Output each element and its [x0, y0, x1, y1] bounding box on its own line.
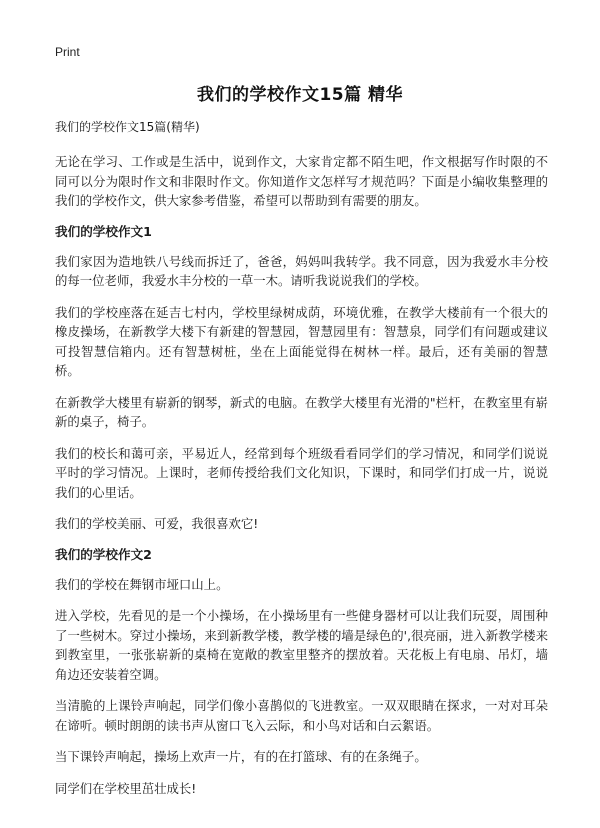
- essay-heading-2: 我们的学校作文2: [55, 546, 152, 562]
- essay-1-paragraph: 我们家因为造地铁八号线而拆迁了，爸爸，妈妈叫我转学。我不同意，因为我爱水丰分校的每一位老师，我爱水丰分校的一草一木。请听我说说我们的学校。: [55, 253, 548, 288]
- essay-1-paragraph: 在新教学大楼里有崭新的钢琴，新式的电脑。在教学大楼里有光滑的"栏杆，在教室里有崭新的桌子，椅子。: [55, 394, 548, 429]
- essay-1-paragraph: 我们的校长和蔼可亲，平易近人，经常到每个班级看看同学们的学习情况，和同学们说说平时的学习情况。上课时，老师传授给我们文化知识，下课时，和同学们打成一片，说说我们的心里话。: [55, 445, 548, 500]
- essay-2-paragraph: 当下课铃声响起，操场上欢声一片，有的在打篮球、有的在条绳子。: [55, 749, 427, 764]
- document-body: [55, 119, 548, 810]
- essay-2-paragraph: 当清脆的上课铃声响起，同学们像小喜鹊似的飞进教室。一双双眼睛在探求，一对对耳朵在谛听。顿时朗朗的读书声从窗口飞入云际，和小鸟对话和白云絮语。: [55, 698, 548, 733]
- essay-2-paragraph: 同学们在学校里茁壮成长!: [55, 780, 197, 796]
- page-title: 我们的学校作文15篇 精华: [196, 85, 404, 105]
- document-subtitle: 我们的学校作文15篇(精华): [55, 120, 200, 134]
- essay-1-paragraph: 我们的学校座落在延吉七村内，学校里绿树成荫，环境优雅，在教学大楼前有一个很大的橡皮操场，在新教学大楼下有新建的智慧园，智慧园里有：智慧泉，同学们有问题或建议可投智慧信箱内。还有智慧树桩，坐在上面能觉得在树林一样。最后，还有美丽的智慧桥。: [55, 304, 548, 378]
- intro-paragraph: 无论在学习、工作或是生活中，说到作文，大家肯定都不陌生吧，作文根据写作时限的不同可以分为限时作文和非限时作文。你知道作文怎样写才规范吗？下面是小编收集整理的我们的学校作文，供大家参考借鉴，希望可以帮助到有需要的朋友。: [55, 154, 548, 208]
- essay-2-paragraph: 我们的学校在舞钢市垭口山上。: [55, 576, 229, 592]
- print-label[interactable]: Print: [55, 45, 80, 59]
- essay-2-paragraph: 进入学校，先看见的是一个小操场，在小操场里有一些健身器材可以让我们玩耍，周围种了一些树木。穿过小操场，来到新教学楼，教学楼的墙是绿色的',很亮丽，进入新教学楼来到教室里，一张张崭新的桌椅在宽敞的教室里整齐的摆放着。天花板上有电扇、吊灯，墙角边还安装着空调。: [55, 608, 548, 682]
- essay-1-paragraph: 我们的学校美丽、可爱，我很喜欢它!: [55, 516, 259, 531]
- essay-heading-1: 我们的学校作文1: [55, 223, 152, 239]
